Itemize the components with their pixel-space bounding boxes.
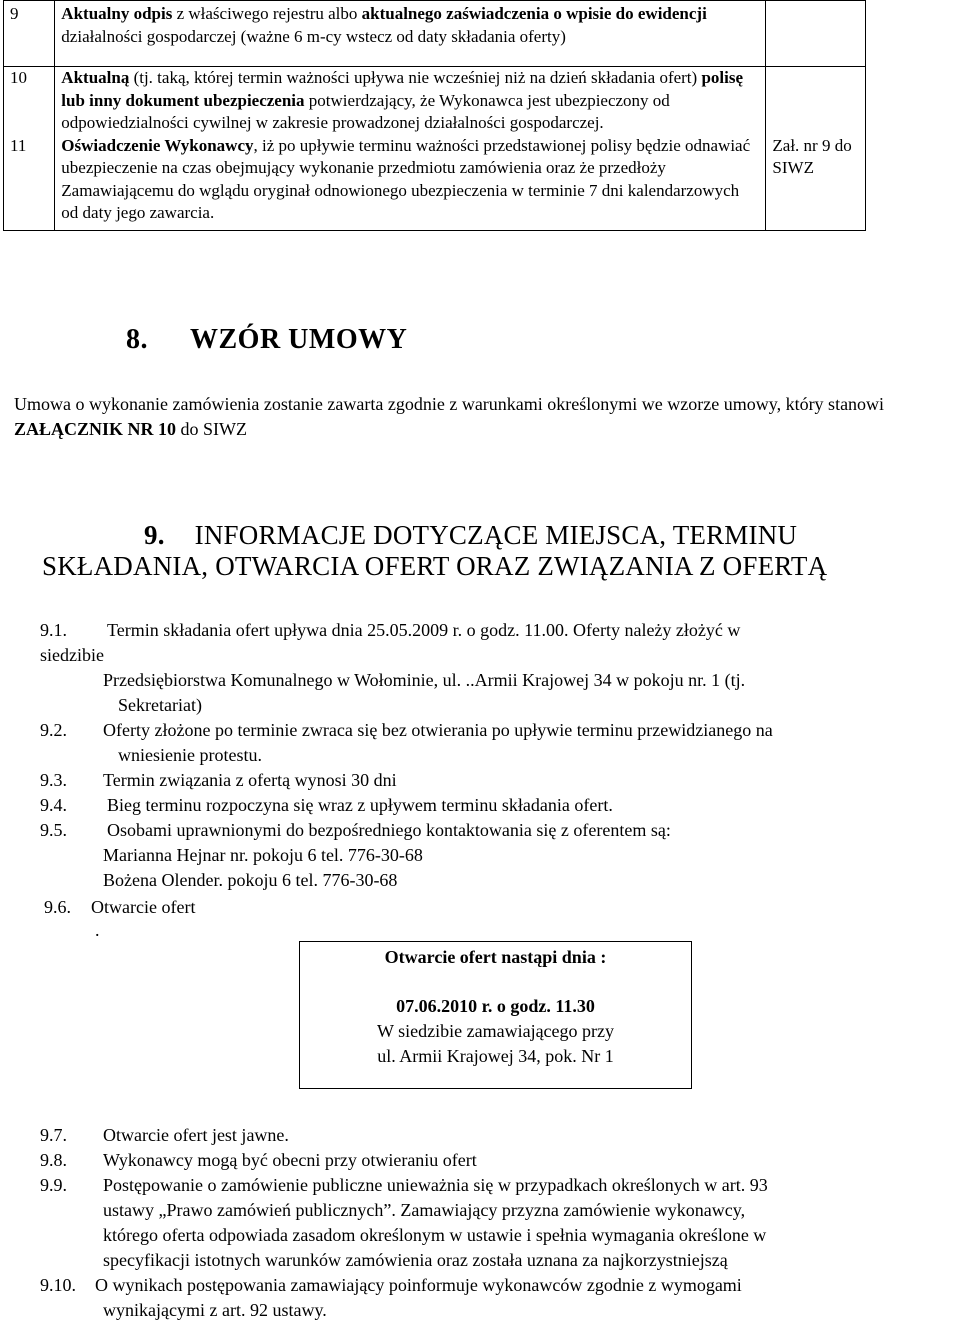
opening-date: 07.06.2010 r. o godz. 11.30 <box>396 996 595 1016</box>
list-item: Sekretariat) <box>118 695 202 715</box>
requirements-table <box>3 0 866 231</box>
list-item: ustawy „Prawo zamówień publicznych”. Zamawiający przyzna zamówienie wykonawcy, <box>103 1200 746 1220</box>
list-item: wniesienie protestu. <box>118 745 262 765</box>
row-description: Aktualny odpis z właściwego rejestru albo aktualnego zaświadczenia o wpisie do ewidencji działalności gospodarczej (ważne 6 m-cy wstecz od daty składania oferty) <box>55 1 766 67</box>
opening-info-box <box>299 941 692 1089</box>
table-row <box>4 135 866 231</box>
list-item: którego oferta odpowiada zasadom określonym w ustawie i spełnia wymagania określone w <box>103 1225 767 1245</box>
opening-address: ul. Armii Krajowej 34, pok. Nr 1 <box>377 1046 614 1066</box>
list-item: Postępowanie o zamówienie publiczne unieważnia się w przypadkach określonych w art. 93 <box>103 1175 768 1195</box>
table-row <box>4 1 866 67</box>
row-number: 10 <box>4 67 55 135</box>
list-item: Otwarcie ofert <box>91 897 196 917</box>
list-item: Otwarcie ofert jest jawne. <box>103 1125 289 1145</box>
opening-title: Otwarcie ofert nastąpi dnia : <box>384 947 607 967</box>
row-description: Aktualną (tj. taką, której termin ważności upływa nie wcześniej niż na dzień składania ofert) polisę lub inny dokument ubezpieczenia potwierdzający, że Wykonawca jest ubezpieczony od odpowiedzialności cywilnej w zakresie prowadzonej działalności gospodarczej. <box>55 67 766 135</box>
list-item-number: 9.4. <box>40 795 67 815</box>
section-8-number: 8. <box>126 324 148 355</box>
section-8-paragraph: Umowa o wykonanie zamówienia zostanie zawarta zgodnie z warunkami określonymi we wzorze umowy, który stanowi ZAŁĄCZNIK NR 10 do SIWZ <box>14 394 885 439</box>
list-item-number: 9.1. <box>40 620 67 640</box>
section-8-title: WZÓR UMOWY <box>190 324 408 355</box>
row-attachment <box>766 1 866 67</box>
row-attachment <box>766 67 866 135</box>
opening-place: W siedzibie zamawiającego przy <box>376 1021 615 1041</box>
list-item-number: 9.9. <box>40 1175 67 1195</box>
list-item: Bieg terminu rozpoczyna się wraz z upływem terminu składania ofert. <box>107 795 613 815</box>
section-8-heading <box>126 324 407 356</box>
list-item: Termin składania ofert upływa dnia 25.05.2009 r. o godz. 11.00. Oferty należy złożyć w <box>107 620 741 640</box>
section-9-number: 9. <box>144 520 165 550</box>
row-number: 9 <box>4 1 55 67</box>
list-item: siedzibie <box>40 645 104 665</box>
list-item: . <box>95 920 100 940</box>
list-item: Marianna Hejnar nr. pokoju 6 tel. 776-30-68 <box>103 845 423 865</box>
list-item: O wynikach postępowania zamawiający poinformuje wykonawców zgodnie z wymogami <box>95 1275 742 1295</box>
list-item-number: 9.7. <box>40 1125 67 1145</box>
list-item-number: 9.5. <box>40 820 67 840</box>
list-item-number: 9.6. <box>44 897 71 917</box>
list-item: Przedsiębiorstwa Komunalnego w Wołominie, ul. ..Armii Krajowej 34 w pokoju nr. 1 (tj. <box>103 670 746 690</box>
list-item: Osobami uprawnionymi do bezpośredniego kontaktowania się z oferentem są: <box>107 820 671 840</box>
list-item: Wykonawcy mogą być obecni przy otwieraniu ofert <box>103 1150 477 1170</box>
section-9-heading <box>42 520 942 582</box>
list-item-number: 9.3. <box>40 770 67 790</box>
list-item-number: 9.8. <box>40 1150 67 1170</box>
table-row <box>4 67 866 135</box>
list-item-number: 9.10. <box>40 1275 76 1295</box>
list-item: Bożena Olender. pokoju 6 tel. 776-30-68 <box>103 870 398 890</box>
section-9-title: INFORMACJE DOTYCZĄCE MIEJSCA, TERMINU SKŁADANIA, OTWARCIA OFERT ORAZ ZWIĄZANIA Z OFERTĄ <box>42 520 828 581</box>
row-number: 11 <box>4 135 55 231</box>
list-item-number: 9.2. <box>40 720 67 740</box>
row-description: Oświadczenie Wykonawcy, iż po upływie terminu ważności przedstawionej polisy będzie odnawiać ubezpieczenie na czas obejmujący wykonanie przedmiotu zamówienia oraz że przedłoży Zamawiającemu do wglądu oryginał odnowionego ubezpieczenia w terminie 7 dni kalendarzowych od daty jego zawarcia. <box>55 135 766 231</box>
list-item: wynikającymi z art. 92 ustawy. <box>103 1300 327 1320</box>
row-attachment: Zał. nr 9 do SIWZ <box>766 135 866 231</box>
list-item: specyfikacji istotnych warunków zamówienia oraz została uznana za najkorzystniejszą <box>103 1250 728 1270</box>
list-item: Termin związania z ofertą wynosi 30 dni <box>103 770 397 790</box>
list-item: Oferty złożone po terminie zwraca się bez otwierania po upływie terminu przewidzianego na <box>103 720 773 740</box>
